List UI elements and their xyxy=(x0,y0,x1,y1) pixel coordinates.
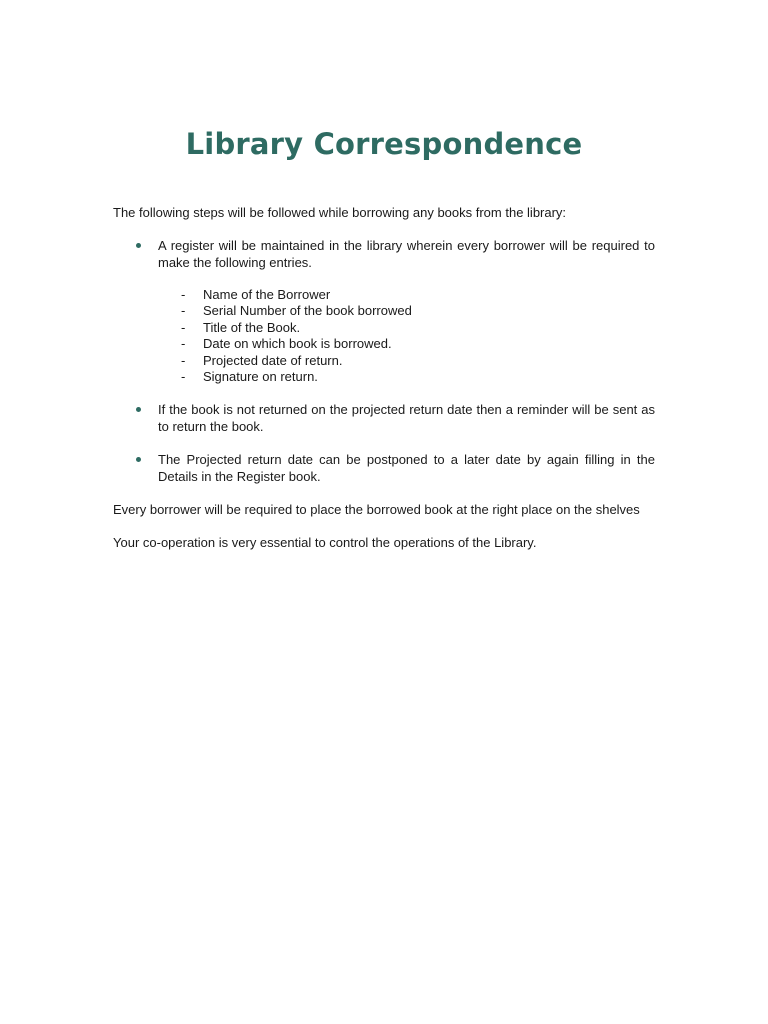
entry-item xyxy=(158,336,655,352)
dash-icon: - xyxy=(181,352,186,368)
entry-text: Name of the Borrower xyxy=(203,287,331,302)
bullet-icon xyxy=(136,407,141,412)
step-text: A register will be maintained in the library wherein every borrower will be required to make the following entries. xyxy=(158,238,655,270)
entry-text: Signature on return. xyxy=(203,369,318,385)
entry-text: Projected date of return. xyxy=(203,352,343,368)
dash-icon: - xyxy=(181,319,186,335)
step-text: If the book is not returned on the projected return date then a reminder will be sent as to return the book. xyxy=(158,402,655,435)
step-item-postpone xyxy=(113,451,655,485)
entry-item xyxy=(158,353,655,369)
document-title: Library Correspondence xyxy=(185,127,583,161)
dash-icon: - xyxy=(181,287,186,302)
entry-item xyxy=(158,369,655,385)
dash-icon: - xyxy=(181,336,186,352)
intro-paragraph: The following steps will be followed while borrowing any books from the library: xyxy=(113,205,567,220)
entry-text: Title of the Book. xyxy=(203,319,301,335)
entry-text: Serial Number of the book borrowed xyxy=(203,303,412,319)
entry-item xyxy=(158,320,655,336)
step-item-reminder xyxy=(113,401,655,435)
step-item-register xyxy=(113,237,655,385)
register-entries-list xyxy=(158,287,655,385)
entry-item xyxy=(158,303,655,319)
step-text: The Projected return date can be postponed to a later date by again filling in the Details in the Register book. xyxy=(158,452,655,485)
bullet-icon xyxy=(136,457,141,462)
dash-icon: - xyxy=(181,303,186,319)
closing-paragraph-shelves: Every borrower will be required to place the borrowed book at the right place on the shelves xyxy=(113,502,640,518)
bullet-icon xyxy=(136,243,141,248)
dash-icon: - xyxy=(181,369,186,385)
closing-paragraph-cooperation: Your co-operation is very essential to control the operations of the Library. xyxy=(113,535,537,551)
document-body xyxy=(113,204,655,567)
entry-item xyxy=(158,287,655,303)
entry-text: Date on which book is borrowed. xyxy=(203,336,392,352)
steps-list xyxy=(113,237,655,485)
